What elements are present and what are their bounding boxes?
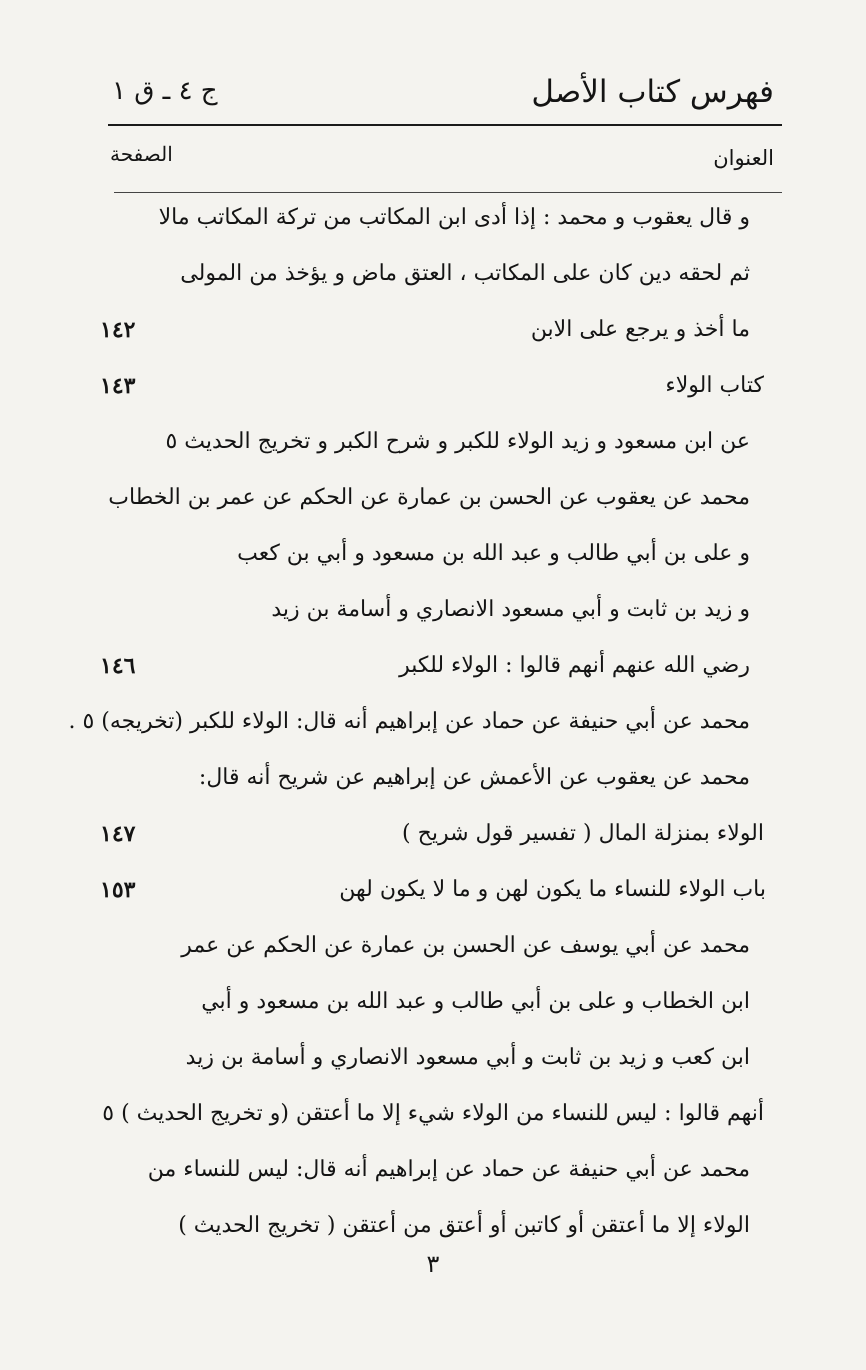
page-reference: ١٥٣	[100, 877, 136, 903]
page-header-title: فهرس كتاب الأصل	[531, 74, 774, 110]
index-line: باب الولاء للنساء ما يكون لهن و ما لا يكون لهن	[339, 877, 766, 902]
index-line: ثم لحقه دين كان على المكاتب ، العتق ماض و يؤخذ من المولى	[180, 261, 750, 286]
index-line: الولاء بمنزلة المال ( تفسير قول شريح )	[402, 821, 764, 846]
page-reference: ١٤٢	[100, 317, 136, 343]
index-line: محمد عن أبي حنيفة عن حماد عن إبراهيم أنه قال: ليس للنساء من	[147, 1157, 750, 1182]
index-line: عن ابن مسعود و زيد الولاء للكبر و شرح الكبر و تخريج الحديث ٥	[165, 429, 750, 454]
index-line: ابن كعب و زيد بن ثابت و أبي مسعود الانصاري و أسامة بن زيد	[185, 1045, 750, 1070]
header-rule	[108, 124, 782, 126]
index-line: ما أخذ و يرجع على الابن	[530, 317, 750, 342]
volume-label: ج ٤ ـ ق ١	[112, 76, 218, 106]
page-reference: ١٤٧	[100, 821, 136, 847]
index-line: محمد عن أبي يوسف عن الحسن بن عمارة عن الحكم عن عمر	[181, 933, 750, 958]
column-heading-page: الصفحة	[110, 142, 173, 166]
index-line: كتاب الولاء	[665, 373, 764, 398]
page-reference: ١٤٣	[100, 373, 136, 399]
index-line: ابن الخطاب و على بن أبي طالب و عبد الله بن مسعود و أبي	[201, 989, 750, 1014]
index-line: و زيد بن ثابت و أبي مسعود الانصاري و أسامة بن زيد	[271, 597, 750, 622]
column-rule	[114, 192, 782, 193]
index-line: أنهم قالوا : ليس للنساء من الولاء شيء إلا ما أعتقن (و تخريج الحديث ) ٥	[102, 1101, 764, 1126]
index-line: رضي الله عنهم أنهم قالوا : الولاء للكبر	[399, 653, 750, 678]
index-line: و قال يعقوب و محمد : إذا أدى ابن المكاتب من تركة المكاتب مالا	[158, 205, 750, 230]
page-reference: ١٤٦	[100, 653, 136, 679]
index-line: الولاء إلا ما أعتقن أو كاتبن أو أعتق من أعتقن ( تخريج الحديث )	[178, 1213, 750, 1238]
index-line: محمد عن يعقوب عن الأعمش عن إبراهيم عن شريح أنه قال:	[198, 765, 750, 790]
index-line: محمد عن أبي حنيفة عن حماد عن إبراهيم أنه قال: الولاء للكبر (تخريجه) ٥ .	[68, 709, 750, 734]
index-line: و على بن أبي طالب و عبد الله بن مسعود و أبي بن كعب	[237, 541, 750, 566]
column-heading-title: العنوان	[713, 146, 774, 170]
index-line: محمد عن يعقوب عن الحسن بن عمارة عن الحكم عن عمر بن الخطاب	[108, 485, 750, 510]
page-number: ٣	[426, 1250, 440, 1278]
